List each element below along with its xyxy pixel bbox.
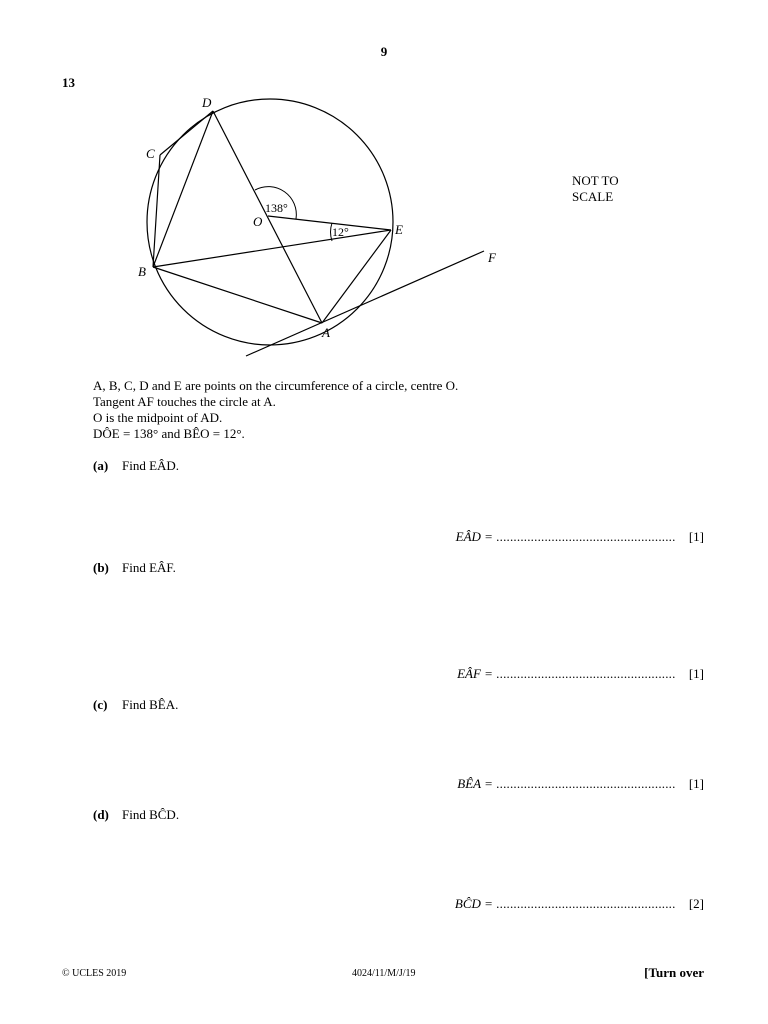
tangent-line-af <box>246 251 484 356</box>
part-text: Find EÂD. <box>122 458 180 473</box>
stem-line: DÔE = 138° and BÊO = 12°. <box>93 426 245 441</box>
angle-doe-label: 138° <box>265 201 288 215</box>
part-c-answer-line[interactable] <box>457 776 704 792</box>
part-d-prompt <box>93 807 179 823</box>
part-text: Find BĈD. <box>122 807 180 822</box>
question-stem <box>93 378 458 442</box>
answer-dots[interactable]: .................................................... <box>496 776 676 791</box>
marks: [1] <box>688 666 704 681</box>
label-o: O <box>253 214 263 229</box>
not-to-scale-note <box>572 173 619 205</box>
footer-copyright: © UCLES 2019 <box>62 968 127 979</box>
page-number: 9 <box>380 44 388 59</box>
part-d-answer-line[interactable] <box>455 896 704 912</box>
part-label: (d) <box>93 807 109 822</box>
part-a-answer-line[interactable] <box>456 529 704 545</box>
part-b-prompt <box>93 560 176 576</box>
part-label: (b) <box>93 560 109 575</box>
label-a: A <box>322 325 330 340</box>
chord-be <box>153 230 391 267</box>
stem-line: A, B, C, D and E are points on the circumference of a circle, centre O. <box>93 378 459 393</box>
answer-dots[interactable]: .................................................... <box>496 666 676 681</box>
answer-label: EÂD = <box>455 529 493 544</box>
chord-ba <box>153 267 322 323</box>
radius-oe <box>268 216 391 230</box>
part-text: Find BÊA. <box>122 697 179 712</box>
part-a-prompt <box>93 458 179 474</box>
footer-paper-code: 4024/11/M/J/19 <box>352 968 416 979</box>
diameter-da <box>213 111 322 323</box>
answer-label: BĈD = <box>454 896 493 911</box>
angle-beo-label: 12° <box>332 225 349 239</box>
part-label: (c) <box>93 697 108 712</box>
stem-line: Tangent AF touches the circle at A. <box>93 394 276 409</box>
part-label: (a) <box>93 458 109 473</box>
label-e: E <box>395 222 403 237</box>
marks: [2] <box>688 896 704 911</box>
answer-label: BÊA = <box>457 776 493 791</box>
footer-turn-over: [Turn over <box>644 965 704 980</box>
label-b: B <box>138 264 146 279</box>
stem-line: O is the midpoint of AD. <box>93 410 223 425</box>
marks: [1] <box>688 529 704 544</box>
answer-dots[interactable]: .................................................... <box>496 529 676 544</box>
label-c: C <box>146 146 155 161</box>
part-b-answer-line[interactable] <box>457 666 704 682</box>
not-to-scale-line: SCALE <box>572 189 614 204</box>
geometry-diagram <box>0 0 768 370</box>
answer-dots[interactable]: .................................................... <box>496 896 676 911</box>
label-f: F <box>488 250 496 265</box>
answer-label: EÂF = <box>457 666 493 681</box>
label-d: D <box>202 95 212 110</box>
question-number: 13 <box>62 75 75 90</box>
part-text: Find EÂF. <box>122 560 176 575</box>
marks: [1] <box>688 776 704 791</box>
not-to-scale-line: NOT TO <box>572 173 619 188</box>
part-c-prompt <box>93 697 178 713</box>
